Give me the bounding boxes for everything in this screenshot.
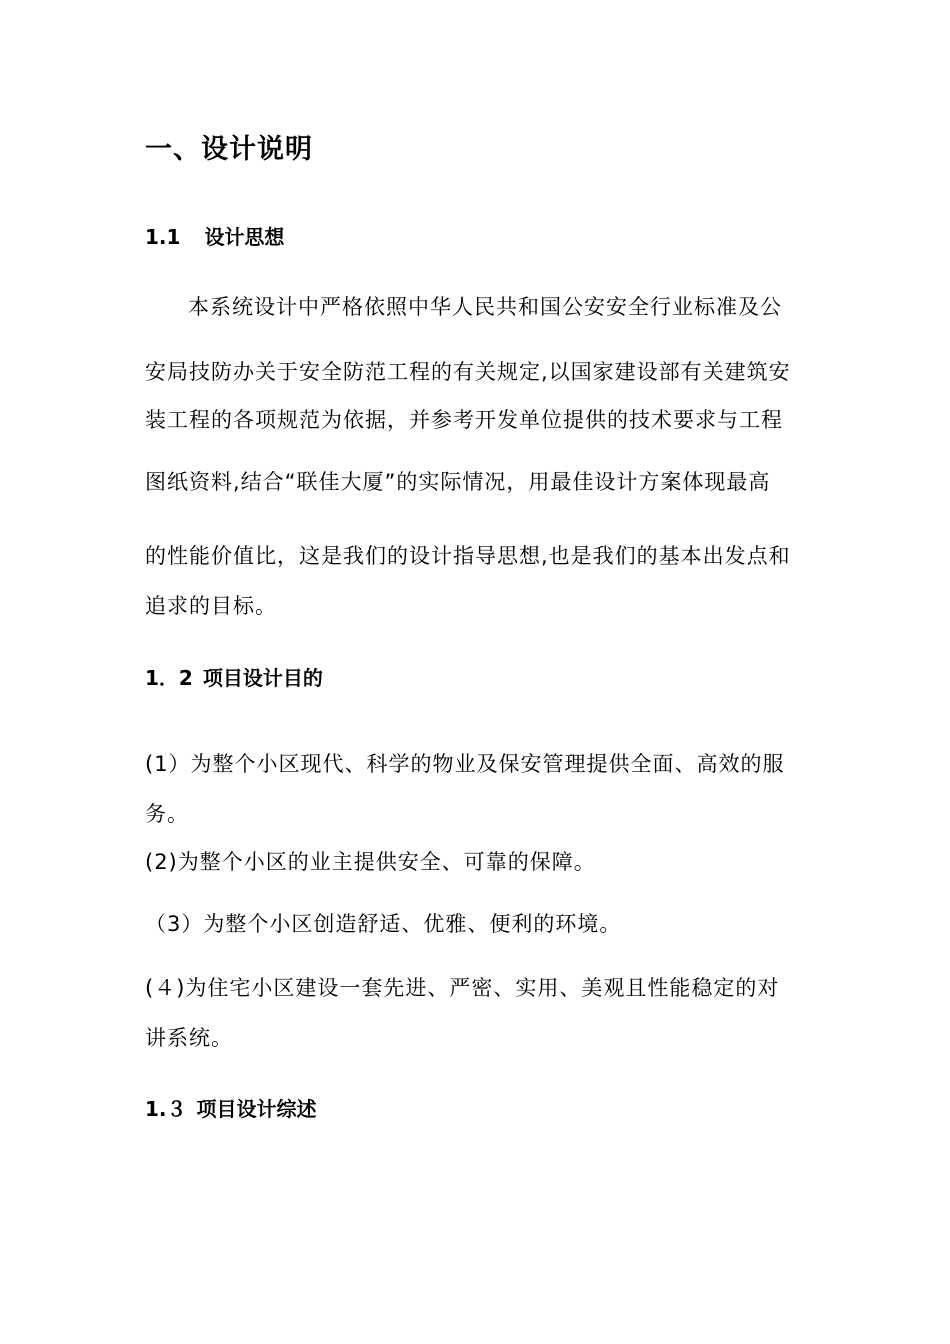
- paragraph-line: 图纸资料,结合“联佳大厦”的实际情况，用最佳设计方案体现最高: [145, 470, 771, 494]
- document-title: 一、设计说明: [145, 134, 313, 165]
- paragraph-line: 装工程的各项规范为依据，并参考开发单位提供的技术要求与工程: [145, 408, 783, 432]
- section-heading-1-1: [145, 227, 284, 247]
- section-heading-1-3: [145, 1099, 317, 1119]
- list-item: 务。: [145, 802, 189, 826]
- section-heading-1-2: [145, 668, 323, 688]
- section-heading-text: 项目设计目的: [202, 666, 323, 690]
- section-number: 1.３: [145, 1097, 187, 1121]
- list-item: (2)为整个小区的业主提供安全、可靠的保障。: [145, 850, 596, 874]
- list-item: 讲系统。: [145, 1026, 233, 1050]
- paragraph-line: 的性能价值比，这是我们的设计指导思想,也是我们的基本出发点和: [145, 544, 791, 568]
- section-number: 1.1: [145, 225, 181, 249]
- paragraph-line: 追求的目标。: [145, 594, 277, 618]
- list-item: (1）为整个小区现代、科学的物业及保安管理提供全面、高效的服: [145, 752, 785, 776]
- list-item: (４)为住宅小区建设一套先进、严密、实用、美观且性能稳定的对: [145, 976, 780, 1000]
- section-heading-text: 设计思想: [204, 225, 285, 249]
- paragraph-line: 安局技防办关于安全防范工程的有关规定,以国家建设部有关建筑安: [145, 360, 791, 384]
- section-number: 1．2: [145, 666, 193, 690]
- list-item: （3）为整个小区创造舒适、优雅、便利的环境。: [145, 912, 622, 936]
- paragraph-line: 本系统设计中严格依照中华人民共和国公安安全行业标准及公: [188, 295, 782, 319]
- section-heading-text: 项目设计综述: [196, 1097, 317, 1121]
